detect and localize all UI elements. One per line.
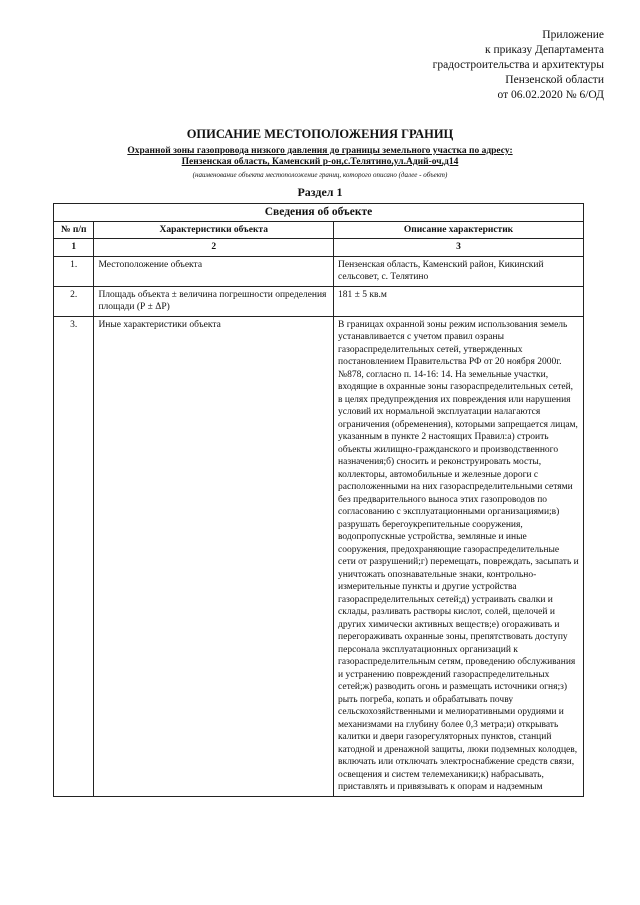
column-header-row	[54, 221, 584, 239]
subtitle-line: Охранной зоны газопровода низкого давления до границы земельного участка по адресу:	[127, 146, 513, 156]
subtitle-line: Пензенская область, Каменский р-он,с.Телятино,ул.Адий-оч,д14	[181, 157, 459, 167]
index-cell: 2	[94, 239, 334, 257]
table-row	[54, 286, 584, 316]
appendix-line: Приложение	[542, 29, 604, 41]
index-cell: 1	[54, 239, 94, 257]
col-char-header: Характеристики объекта	[94, 221, 334, 239]
col-num-header: № п/п	[54, 221, 94, 239]
row-number: 3.	[54, 316, 94, 796]
index-cell: 3	[334, 239, 584, 257]
row-number: 2.	[54, 286, 94, 316]
row-description: В границах охранной зоны режим использования земель устанавливается с учетом правил озраны газораспределительных сетей, утвержденных постановлением Правительства РФ от 20 ноября 2000г. №878, согласно п. 14-16: 14. На земельные участки, входящие в охранные зоны газораспределительных сетей, в целях предупреждения их повреждения или нарушения условий их нормальной эксплуатации налагаются ограничения (обременения), которыми запрещается лицам, указанным в пункте 2 настоящих Правил:а) строить объекты жилищно-гражданского и производственного назначения;б) сносить и реконструировать мосты, коллекторы, автомобильные и железные дороги с расположенными на них газораспределительными сетями без предварительного выноса этих газопроводов по согласованию с эксплуатационными организациями;в) разрушать берегоукрепительные сооружения, водопропускные устройства, земляные и иные сооружения, предохраняющие газораспределительные сети от разрушений;г) перемещать, повреждать, засыпать и уничтожать опознавательные знаки, контрольно-измерительные пункты и другие устройства газораспределительных сетей;д) устраивать свалки и склады, разливать растворы кислот, солей, щелочей и других химически активных веществ;е) огораживать и перегораживать охранные зоны, препятствовать доступу персонала эксплуатационных организаций к газораспределительным сетям, проведению обслуживания и устранению повреждений газораспределительных сетей;ж) разводить огонь и размещать источники огня;з) рыть погреба, копать и обрабатывать почву сельскохозяйственными и мелиоративными орудиями и механизмами на глубину более 0,3 метра;и) открывать калитки и двери газорегуляторных пунктов, станций катодной и дренажной защиты, люки подземных колодцев, включать или отключать электроснабжение средств связи, освещения и систем телемеханики;к) набрасывать, приставлять и привязывать к опорам и надземным	[334, 316, 584, 796]
row-number: 1.	[54, 256, 94, 286]
table-row	[54, 256, 584, 286]
row-characteristic: Площадь объекта ± величина погрешности определения площади (Р ± ΔР)	[94, 286, 334, 316]
row-characteristic: Иные характеристики объекта	[94, 316, 334, 796]
row-description: 181 ± 5 кв.м	[334, 286, 584, 316]
row-description: Пензенская область, Каменский район, Кикинский сельсовет, с. Телятино	[334, 256, 584, 286]
document-title: ОПИСАНИЕ МЕСТОПОЛОЖЕНИЯ ГРАНИЦ	[186, 127, 454, 141]
appendix-line: к приказу Департамента	[485, 44, 604, 56]
appendix-line: Пензенской области	[505, 74, 604, 86]
appendix-block	[433, 28, 604, 103]
table-header-row	[54, 204, 584, 222]
object-table	[53, 203, 584, 797]
object-note: (наименование объекта местоположение границ, которого описано (далее - объект)	[192, 171, 448, 179]
col-descr-header: Описание характеристик	[334, 221, 584, 239]
row-characteristic: Местоположение объекта	[94, 256, 334, 286]
section-title: Раздел 1	[297, 185, 343, 199]
appendix-line: градостроительства и архитектуры	[432, 59, 604, 71]
object-subtitle	[0, 146, 640, 168]
index-row	[54, 239, 584, 257]
table-row	[54, 316, 584, 796]
table-header: Сведения об объекте	[54, 204, 584, 222]
appendix-line: от 06.02.2020 № 6/ОД	[497, 89, 604, 101]
